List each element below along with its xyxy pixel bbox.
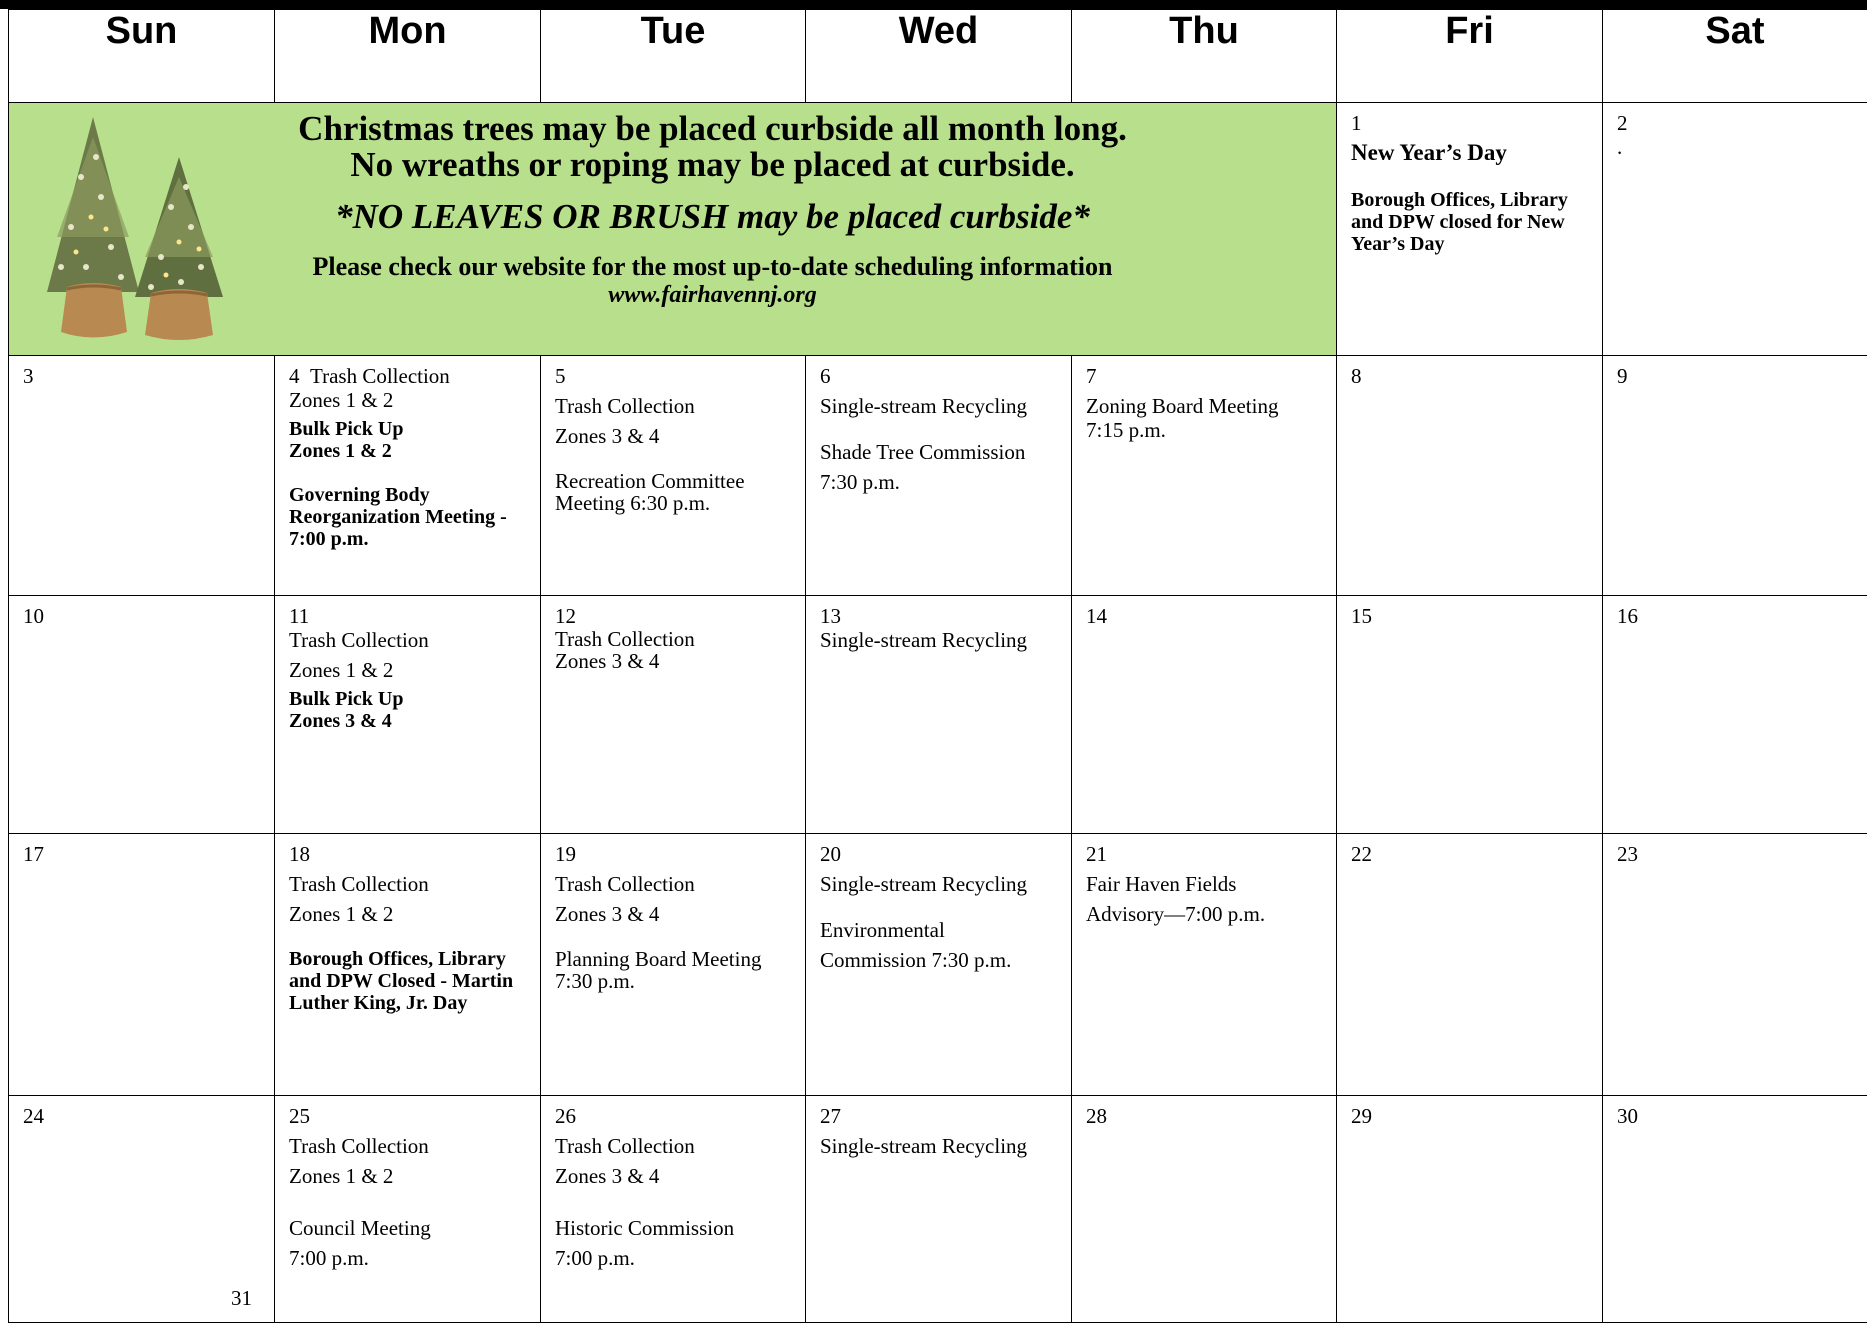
day-number: 9 bbox=[1617, 364, 1855, 388]
event-text: 7:00 p.m. bbox=[555, 1246, 793, 1270]
event-text-bold: Zones 3 & 4 bbox=[289, 710, 528, 732]
day-number: 3 bbox=[23, 364, 262, 388]
day-number: 8 bbox=[1351, 364, 1590, 388]
day-number: 14 bbox=[1086, 604, 1324, 628]
event-text: Fair Haven Fields bbox=[1086, 872, 1324, 896]
day-cell-27 bbox=[806, 1096, 1072, 1323]
day-cell-30 bbox=[1603, 1096, 1867, 1323]
day-number: 23 bbox=[1617, 842, 1855, 866]
day-number: 15 bbox=[1351, 604, 1590, 628]
week-row-3 bbox=[9, 596, 1867, 834]
event-text: Commission 7:30 p.m. bbox=[820, 948, 1059, 972]
christmas-trees-icon bbox=[31, 117, 241, 343]
day-cell-26 bbox=[541, 1096, 806, 1323]
day-number: 7 bbox=[1086, 364, 1324, 388]
day-cell-13 bbox=[806, 596, 1072, 834]
day-cell-3 bbox=[9, 356, 275, 596]
event-text: Planning Board Meeting bbox=[555, 948, 793, 970]
event-text: Historic Commission bbox=[555, 1216, 793, 1240]
day-cell-12 bbox=[541, 596, 806, 834]
day-cell-6 bbox=[806, 356, 1072, 596]
day-cell-18 bbox=[275, 834, 541, 1096]
day-cell-7 bbox=[1072, 356, 1337, 596]
day-cell-19 bbox=[541, 834, 806, 1096]
event-text: Trash Collection bbox=[289, 1134, 528, 1158]
day-number: 5 bbox=[555, 364, 793, 388]
day-cell-16 bbox=[1603, 596, 1867, 834]
day-number: 28 bbox=[1086, 1104, 1324, 1128]
day-cell-5 bbox=[541, 356, 806, 596]
holiday-note: Borough Offices, Library and DPW closed for New Year’s Day bbox=[1351, 189, 1590, 255]
day-cell-28 bbox=[1072, 1096, 1337, 1323]
event-text: Single-stream Recycling bbox=[820, 628, 1059, 652]
weekday-wed: Wed bbox=[806, 10, 1072, 103]
day-number: 19 bbox=[555, 842, 793, 866]
calendar-grid bbox=[8, 9, 1867, 1323]
day-number: 20 bbox=[820, 842, 1059, 866]
day-number: 13 bbox=[820, 604, 1059, 628]
event-text: Zoning Board Meeting bbox=[1086, 394, 1324, 418]
day-cell-2 bbox=[1603, 103, 1867, 356]
weekday-tue: Tue bbox=[541, 10, 806, 103]
day-number: 25 bbox=[289, 1104, 528, 1128]
day-cell-14 bbox=[1072, 596, 1337, 834]
event-text: Trash Collection bbox=[555, 628, 793, 650]
event-text: Zones 1 & 2 bbox=[289, 388, 528, 412]
weekday-thu: Thu bbox=[1072, 10, 1337, 103]
weekday-header-row bbox=[9, 10, 1867, 103]
day-number: 10 bbox=[23, 604, 262, 628]
website-link[interactable]: www.fairhavennj.org bbox=[239, 281, 1186, 309]
day-number: 12 bbox=[555, 604, 793, 628]
day-cell-10 bbox=[9, 596, 275, 834]
day-cell-29 bbox=[1337, 1096, 1603, 1323]
day-number: 22 bbox=[1351, 842, 1590, 866]
day-number: 16 bbox=[1617, 604, 1855, 628]
day-number: 24 bbox=[23, 1104, 262, 1128]
day-cell-21 bbox=[1072, 834, 1337, 1096]
day-number: 17 bbox=[23, 842, 262, 866]
week-row-5 bbox=[9, 1096, 1867, 1323]
event-text: Zones 3 & 4 bbox=[555, 650, 793, 672]
weekday-sun: Sun bbox=[9, 10, 275, 103]
event-text: Zones 3 & 4 bbox=[555, 424, 793, 448]
day-number: 30 bbox=[1617, 1104, 1855, 1128]
event-text-bold: Borough Offices, Library and DPW Closed - Martin Luther King, Jr. Day bbox=[289, 948, 528, 1014]
event-text: Council Meeting bbox=[289, 1216, 528, 1240]
event-text: Zones 1 & 2 bbox=[289, 902, 528, 926]
day-number: 29 bbox=[1351, 1104, 1590, 1128]
event-text: Recreation Committee Meeting 6:30 p.m. bbox=[555, 470, 793, 514]
day-number: 6 bbox=[820, 364, 1059, 388]
event-text: Trash Collection bbox=[555, 1134, 793, 1158]
notice-wreaths-line: No wreaths or roping may be placed at curbside. bbox=[239, 147, 1186, 183]
event-text: Trash Collection bbox=[555, 394, 793, 418]
day-cell-1 bbox=[1337, 103, 1603, 356]
notice-text bbox=[239, 111, 1336, 309]
day-number: 27 bbox=[820, 1104, 1059, 1128]
event-text: Zones 3 & 4 bbox=[555, 902, 793, 926]
event-text: Single-stream Recycling bbox=[820, 394, 1059, 418]
event-text: 7:00 p.m. bbox=[289, 1246, 528, 1270]
event-text: Zones 3 & 4 bbox=[555, 1164, 793, 1188]
event-text: Shade Tree Commission bbox=[820, 440, 1059, 464]
day-cell-23 bbox=[1603, 834, 1867, 1096]
event-text: Single-stream Recycling bbox=[820, 1134, 1059, 1158]
event-line bbox=[289, 364, 528, 388]
event-text: Zones 1 & 2 bbox=[289, 658, 528, 682]
day-number: 1 bbox=[1351, 111, 1590, 135]
day-cell-25 bbox=[275, 1096, 541, 1323]
day-cell-4 bbox=[275, 356, 541, 596]
event-text: Environmental bbox=[820, 918, 1059, 942]
day-cell-8 bbox=[1337, 356, 1603, 596]
day-number-31: 31 bbox=[231, 1286, 252, 1310]
notice-website-line: Please check our website for the most up-to-date scheduling information bbox=[239, 253, 1186, 281]
event-text-bold: Bulk Pick Up bbox=[289, 418, 528, 440]
weekday-fri: Fri bbox=[1337, 10, 1603, 103]
event-text: Trash Collection bbox=[289, 872, 528, 896]
holiday-title: New Year’s Day bbox=[1351, 139, 1590, 167]
day-number: 26 bbox=[555, 1104, 793, 1128]
event-text: Trash Collection bbox=[555, 872, 793, 896]
weekday-sat: Sat bbox=[1603, 10, 1867, 103]
notice-banner bbox=[9, 103, 1337, 356]
day-number: 18 bbox=[289, 842, 528, 866]
top-border-bar bbox=[0, 0, 1867, 9]
day-cell-17 bbox=[9, 834, 275, 1096]
day-cell-11 bbox=[275, 596, 541, 834]
event-text: 7:30 p.m. bbox=[555, 970, 793, 992]
event-text: Trash Collection bbox=[289, 628, 528, 652]
day-number: 2 bbox=[1617, 111, 1855, 135]
event-text: 7:30 p.m. bbox=[820, 470, 1059, 494]
week-row-4 bbox=[9, 834, 1867, 1096]
day-number: 11 bbox=[289, 604, 528, 628]
day-number: 21 bbox=[1086, 842, 1324, 866]
day-cell-15 bbox=[1337, 596, 1603, 834]
event-text: Advisory—7:00 p.m. bbox=[1086, 902, 1324, 926]
event-text: Single-stream Recycling bbox=[820, 872, 1059, 896]
event-text: 7:15 p.m. bbox=[1086, 418, 1324, 442]
day-cell-24 bbox=[9, 1096, 275, 1323]
week-row-2 bbox=[9, 356, 1867, 596]
day-number: 4 bbox=[289, 364, 300, 388]
day-cell-9 bbox=[1603, 356, 1867, 596]
event-text: Trash Collection bbox=[310, 364, 450, 388]
day-cell-20 bbox=[806, 834, 1072, 1096]
event-text: Zones 1 & 2 bbox=[289, 1164, 528, 1188]
event-text-bold: Governing Body Reorganization Meeting - 7:00 p.m. bbox=[289, 484, 528, 550]
week-row-1 bbox=[9, 103, 1867, 356]
weekday-mon: Mon bbox=[275, 10, 541, 103]
day-cell-22 bbox=[1337, 834, 1603, 1096]
notice-leaves-line: *NO LEAVES OR BRUSH may be placed curbside* bbox=[239, 197, 1186, 237]
day-note: . bbox=[1617, 135, 1855, 159]
event-text-bold: Bulk Pick Up bbox=[289, 688, 528, 710]
event-text-bold: Zones 1 & 2 bbox=[289, 440, 528, 462]
notice-trees-line: Christmas trees may be placed curbside all month long. bbox=[239, 111, 1186, 147]
